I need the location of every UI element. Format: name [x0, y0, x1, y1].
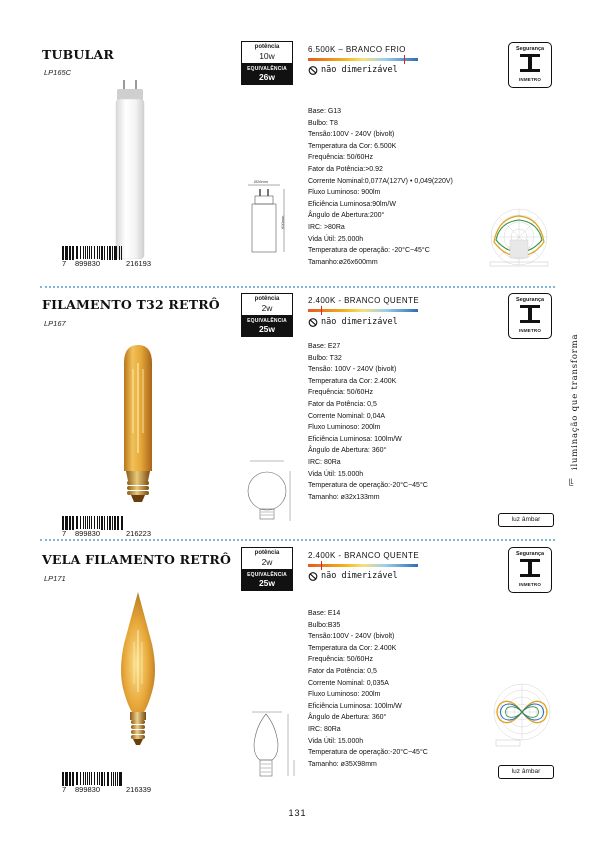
no-dimmer-icon: [308, 318, 318, 327]
barcode-digit-prefix: 7: [62, 529, 67, 538]
spec-item: Base: E27: [308, 343, 341, 350]
color-temperature: 6.500K – BRANCO FRIO: [308, 45, 406, 54]
tube-lamp-image: [108, 80, 154, 262]
polar-light-diagram: [484, 208, 554, 270]
spec-item: Frequência: 50/60Hz: [308, 656, 373, 664]
product-code: LP167: [44, 319, 66, 328]
spec-item: Tamanho: ø32x133mm: [308, 493, 380, 501]
safety-label: Segurança: [515, 297, 545, 303]
spec-item: Base: E14: [308, 610, 341, 617]
brand-logo-icon: [562, 478, 582, 518]
light-type-badge: luz âmbar: [498, 513, 554, 527]
light-type-badge: luz âmbar: [498, 765, 554, 779]
spec-item: Eficiência Luminosa: 100lm/W: [308, 435, 402, 443]
spec-item: Corrente Nominal: 0,04A: [308, 412, 386, 420]
tube-outline-drawing: [244, 179, 300, 255]
barcode: [62, 246, 178, 268]
drawing-width-label: Ø26mm: [254, 179, 269, 184]
spec-item: Vida Útil: 25.000h: [308, 235, 364, 243]
spec-item: Vida Útil: 15.000h: [308, 737, 364, 745]
equivalence-value: 25w: [258, 324, 276, 334]
power-label: potência: [254, 296, 280, 302]
spec-item: IRC: >80Ra: [308, 223, 345, 231]
spec-item: Ângulo de Abertura: 360°: [308, 447, 387, 455]
equivalence-label: EQUIVALÊNCIA: [247, 318, 287, 324]
dimmable-info: [308, 571, 398, 581]
product-section-filamento-t32: [0, 287, 595, 540]
spec-item: Temperatura da Cor: 2.400K: [308, 377, 397, 385]
safety-org: INMETRO: [518, 77, 542, 82]
product-code: LP171: [44, 574, 66, 583]
spec-item: Base: G13: [308, 108, 342, 115]
no-dimmer-icon: [308, 66, 318, 75]
spec-item: Bulbo: T32: [308, 354, 342, 362]
spec-item: Bulbo:B35: [308, 621, 341, 629]
product-section-tubular: [0, 0, 595, 287]
barcode-bars: [62, 246, 178, 260]
dimension-drawing: [244, 179, 300, 255]
spec-item: Fator da Potência:>0.92: [308, 165, 383, 173]
inmetro-seal: [508, 42, 552, 88]
polar-light-diagram: [490, 682, 554, 748]
barcode-digit-group-1: 899830: [75, 529, 101, 538]
drawing-height-label: 600mm: [280, 215, 285, 229]
gradient-marker: [321, 561, 322, 570]
power-value: 10w: [259, 51, 275, 61]
spec-item: IRC: 80Ra: [308, 725, 341, 733]
barcode-bar: [123, 516, 124, 530]
dimmable-text: não dimerizável: [321, 317, 398, 327]
product-title: VELA FILAMENTO RETRÔ: [42, 552, 232, 567]
product-title: FILAMENTO T32 RETRÔ: [42, 297, 220, 312]
equivalence-label: EQUIVALÊNCIA: [247, 572, 287, 578]
equivalence-value: 26w: [258, 72, 276, 82]
color-gradient-bar: [308, 58, 418, 61]
barcode-bars: [62, 516, 178, 530]
inmetro-logo-icon: [520, 54, 540, 72]
gradient-marker: [321, 306, 322, 315]
product-title: TUBULAR: [42, 47, 114, 62]
barcode: [62, 516, 178, 538]
barcode-digit-group-2: 216193: [126, 259, 152, 268]
spec-item: Corrente Nominal: 0,035A: [308, 679, 389, 687]
spec-item: Tamanho:ø26x600mm: [308, 258, 378, 266]
spec-list: [308, 106, 453, 268]
spec-item: Tensão:100V - 240V (bivolt): [308, 131, 395, 139]
spec-item: Tensão:100V - 240V (bivolt): [308, 633, 395, 641]
equivalence-block: [242, 63, 292, 84]
barcode-digit-prefix: 7: [62, 259, 67, 268]
barcode-digit-group-1: 899830: [75, 259, 101, 268]
inmetro-logo-icon: [520, 305, 540, 323]
barcode-bar: [121, 246, 122, 260]
barcode-digit-group-1: 899830: [75, 785, 101, 794]
spec-item: Temperatura de operação: -20°C~45°C: [308, 247, 430, 255]
barcode-bar: [122, 772, 123, 786]
inmetro-logo-icon: [520, 559, 540, 577]
gradient-marker: [404, 55, 405, 64]
product-section-vela-filamento: [0, 540, 595, 800]
barcode-bars: [62, 772, 178, 786]
power-box: [241, 41, 293, 85]
spec-item: Vida Útil: 15.000h: [308, 470, 364, 478]
color-temperature: 2.400K - BRANCO QUENTE: [308, 551, 420, 560]
brand-tagline: iluminação que transforma: [570, 333, 580, 470]
spec-item: IRC: 80Ra: [308, 458, 341, 466]
barcode-digit-prefix: 7: [62, 785, 67, 794]
spec-item: Tamanho: ø35X98mm: [308, 760, 377, 768]
amber-t32-bulb-image: [116, 343, 160, 505]
spec-item: Fluxo Luminoso: 200lm: [308, 424, 381, 432]
spec-item: Fluxo Luminoso: 200lm: [308, 691, 381, 699]
spec-item: Eficiência Luminosa: 100lm/W: [308, 702, 402, 710]
spec-item: Fator da Potência: 0,5: [308, 400, 377, 408]
spec-item: Ângulo de Abertura:200°: [308, 212, 385, 220]
safety-org: INMETRO: [518, 328, 542, 333]
spec-item: Bulbo: T8: [308, 119, 338, 127]
dimmable-text: não dimerizável: [321, 65, 398, 75]
power-box: [241, 547, 293, 591]
power-value: 2w: [261, 557, 273, 567]
spec-item: Temperatura de operação:-20°C~45°C: [308, 482, 428, 490]
spec-item: Temperatura de operação:-20°C~45°C: [308, 749, 428, 757]
equivalence-value: 25w: [258, 578, 276, 588]
equivalence-block: [242, 569, 292, 590]
dimmable-info: [308, 317, 398, 327]
spec-item: Fluxo Luminoso: 900lm: [308, 189, 381, 197]
spec-list: [308, 608, 428, 770]
power-box: [241, 293, 293, 337]
spec-item: Frequência: 50/60Hz: [308, 389, 373, 397]
spec-item: Fator da Potência: 0,5: [308, 667, 377, 675]
product-code: LP165C: [44, 68, 72, 77]
barcode-digit-group-2: 216339: [126, 785, 152, 794]
barcode-digit-group-2: 216223: [126, 529, 152, 538]
spec-item: Corrente Nominal:0,077A(127V) • 0,049(220V): [308, 177, 453, 185]
spec-item: Temperatura da Cor: 2.400K: [308, 644, 397, 652]
color-temperature: 2.400K - BRANCO QUENTE: [308, 296, 420, 305]
power-label: potência: [254, 44, 280, 50]
inmetro-seal: [508, 547, 552, 593]
dimmable-info: [308, 65, 398, 75]
no-dimmer-icon: [308, 572, 318, 581]
color-gradient-bar: [308, 564, 418, 567]
power-label: potência: [254, 550, 280, 556]
safety-label: Segurança: [515, 46, 545, 52]
dimension-drawing: [246, 710, 300, 782]
color-gradient-bar: [308, 309, 418, 312]
safety-label: Segurança: [515, 551, 545, 557]
spec-item: Tensão: 100V - 240V (bivolt): [308, 366, 397, 374]
inmetro-seal: [508, 293, 552, 339]
dimension-drawing: [244, 457, 296, 529]
amber-candle-bulb-image: [116, 592, 160, 760]
spec-item: Eficiência Luminosa:90lm/W: [308, 200, 396, 208]
equivalence-label: EQUIVALÊNCIA: [247, 66, 287, 72]
barcode: [62, 772, 178, 794]
spec-item: Frequência: 50/60Hz: [308, 154, 373, 162]
spec-item: Ângulo de Abertura: 360°: [308, 714, 387, 722]
page-number: 131: [288, 808, 307, 818]
power-value: 2w: [261, 303, 273, 313]
equivalence-block: [242, 315, 292, 336]
safety-org: INMETRO: [518, 582, 542, 587]
spec-list: [308, 341, 428, 503]
dimmable-text: não dimerizável: [321, 571, 398, 581]
spec-item: Temperatura da Cor: 6.500K: [308, 142, 397, 150]
